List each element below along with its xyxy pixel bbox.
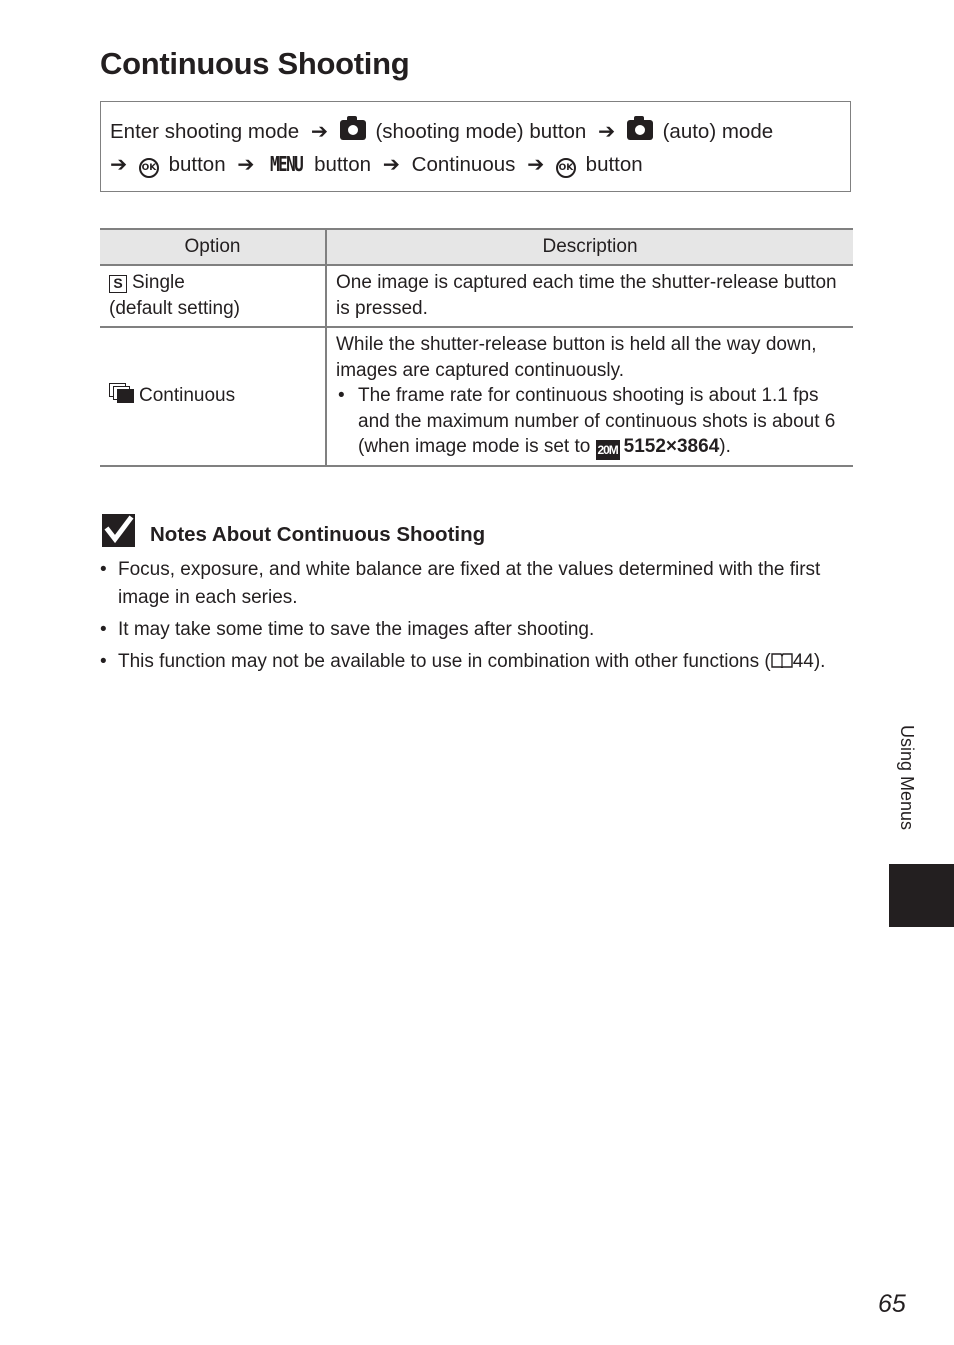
menu-path-text: Enter shooting mode <box>110 120 300 143</box>
image-size-value: 5152×3864 <box>623 436 720 457</box>
ok-button-icon: OK <box>556 158 576 178</box>
notes-list <box>100 556 840 680</box>
section-side-label: Using Menus <box>897 725 917 831</box>
menu-path-text: Continuous <box>411 153 516 176</box>
right-arrow-icon: ➔ <box>310 120 329 143</box>
menu-path-box <box>100 101 851 192</box>
table-header-row <box>100 229 853 265</box>
column-header-description: Description <box>326 229 853 265</box>
table-row <box>100 327 853 466</box>
camera-icon <box>340 120 366 140</box>
notes-title: Notes About Continuous Shooting <box>150 523 486 546</box>
column-header-option: Option <box>100 229 326 265</box>
list-item: • Focus, exposure, and white balance are fixed at the values determined with the first image in each series. <box>100 559 821 608</box>
page-reference: 44). <box>792 651 826 672</box>
book-reference-icon <box>771 652 793 668</box>
option-default-note: (default setting) <box>109 297 240 319</box>
right-arrow-icon: ➔ <box>237 153 255 176</box>
menu-path-text: button <box>168 153 226 176</box>
menu-path-text: (auto) mode <box>662 120 774 143</box>
checkmark-icon <box>102 514 135 547</box>
menu-path-text: button <box>585 153 643 176</box>
option-cell <box>100 327 326 466</box>
continuous-mode-icon <box>109 383 133 403</box>
menu-path-text: (shooting mode) button <box>375 120 587 143</box>
page-number: 65 <box>878 1290 906 1318</box>
right-arrow-icon: ➔ <box>110 153 128 176</box>
notes-heading <box>102 514 702 550</box>
option-label: Continuous <box>139 385 236 407</box>
description-cell <box>326 327 853 466</box>
section-tab-marker <box>889 864 954 927</box>
right-arrow-icon: ➔ <box>382 153 400 176</box>
description-cell: One image is captured each time the shutter-release button is pressed. <box>326 265 853 327</box>
menu-path-text: button <box>314 153 372 176</box>
list-item: • This function may not be available to use in combination with other functions ( 44). <box>100 651 826 672</box>
option-cell <box>100 265 326 327</box>
description-bullet: • The frame rate for continuous shooting is about 1.1 fps and the maximum number of continuous shots is about 6 (when image mode is set to 20M 5152×3864). <box>336 383 844 460</box>
ok-button-icon: OK <box>139 158 159 178</box>
bullet-end: ). <box>719 436 731 457</box>
right-arrow-icon: ➔ <box>598 120 616 143</box>
table-row <box>100 265 853 327</box>
list-item: • It may take some time to save the images after shooting. <box>100 619 595 640</box>
single-mode-icon: S <box>109 275 127 293</box>
description-text: While the shutter-release button is held all the way down, images are captured continuously. <box>336 334 817 381</box>
menu-button-icon: MENU <box>270 152 303 176</box>
camera-icon <box>627 120 653 140</box>
image-mode-20m-icon: 20M <box>596 440 620 460</box>
options-table <box>100 228 853 467</box>
bullet-text: The frame rate for continuous shooting is about 1.1 fps and the maximum number of continuous shots is about 6 (when image mode is set to <box>358 385 836 457</box>
right-arrow-icon: ➔ <box>527 153 545 176</box>
page-title: Continuous Shooting <box>100 46 410 81</box>
option-label: Single <box>132 272 185 293</box>
